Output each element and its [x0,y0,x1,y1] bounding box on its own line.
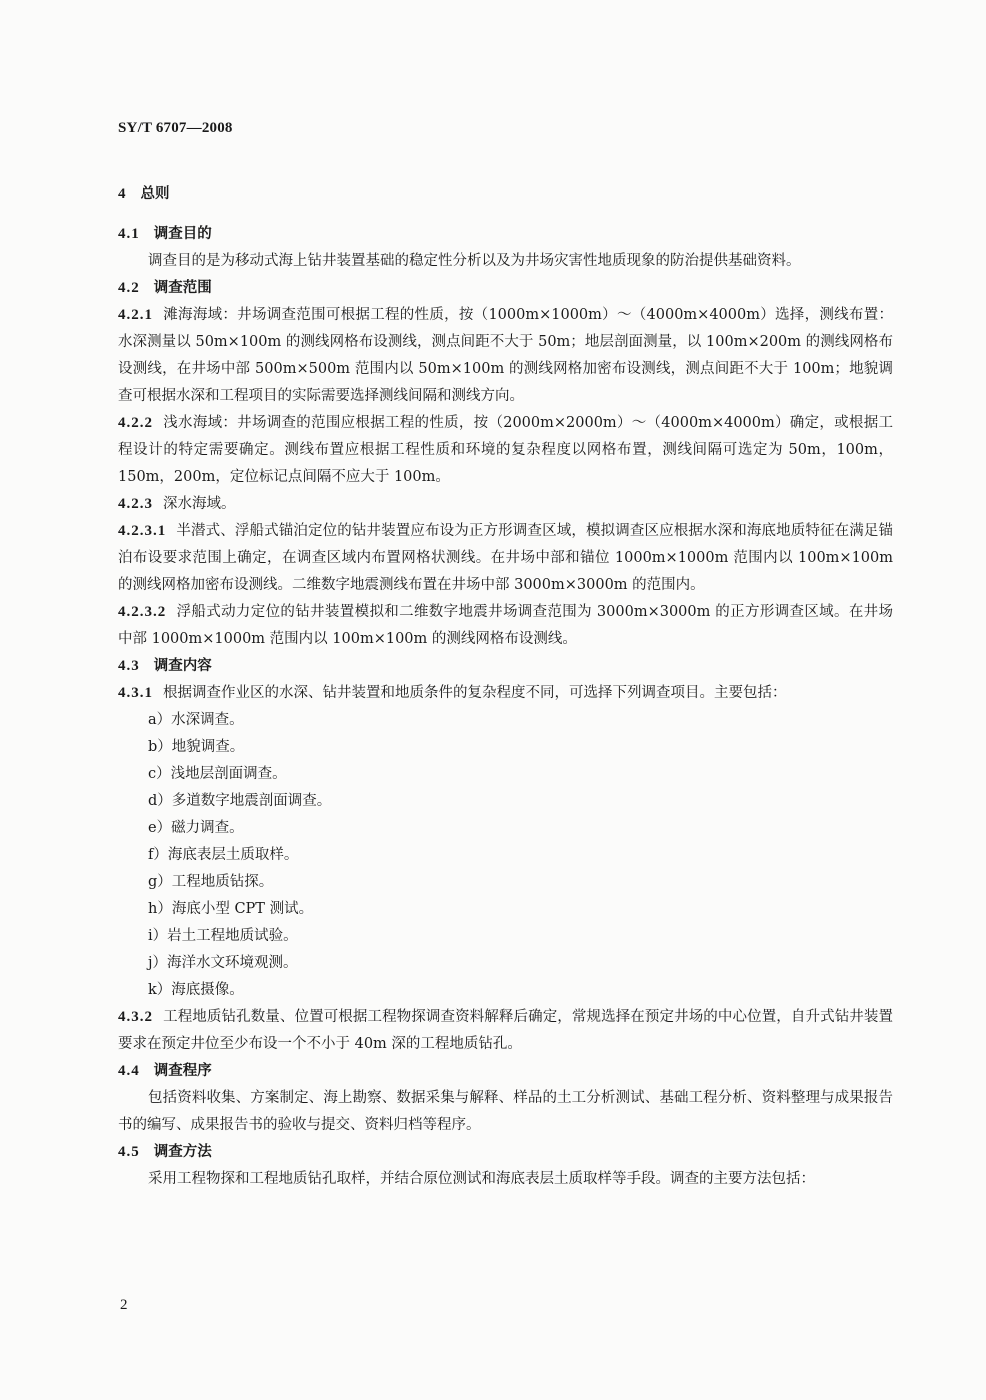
section-4-5-text: 采用工程物探和工程地质钻孔取样，并结合原位测试和海底表层土质取样等手段。调查的主要方法包括： [148,1171,815,1187]
clause-4-2-2 [118,410,893,491]
clause-4-2-3-1 [118,518,893,599]
section-title: 调查方法 [153,1144,212,1160]
clause-4-3-1 [118,680,893,707]
clause-number: 4.2.2 [118,415,153,431]
section-heading-4-3 [118,653,893,680]
section-number: 4.1 [118,226,140,242]
chapter-number: 4 [118,186,127,202]
clause-text: 深水海域。 [163,496,236,512]
clause-number: 4.2.3.2 [118,604,167,620]
list-item: h）海底小型 CPT 测试。 [148,901,314,917]
clause-number: 4.3.2 [118,1009,153,1025]
section-title: 调查内容 [153,658,212,674]
clause-4-2-3-2 [118,599,893,653]
survey-item-list [118,707,893,1004]
standard-code: SY/T 6707—2008 [118,120,233,136]
section-4-1-text: 调查目的是为移动式海上钻井装置基础的稳定性分析以及为井场灾害性地质现象的防治提供基础资料。 [148,253,801,269]
clause-4-2-1 [118,302,893,410]
clause-number: 4.3.1 [118,685,153,701]
clause-text: 滩海海域：井场调查范围可根据工程的性质，按（1000m×1000m）～（4000m×4000m）选择，测线布置：水深测量以 50m×100m 的测线网格布设测线，测点间距不大于 50m；地层剖面测量，以 100m×200m 的测线网格布设测线，在井场中部 500m×500m 范围内以 50m×100m 的测线网格加密布设测线，测点间距不大于 100m；地貌调查可根据水深和工程项目的实际需要选择测线间隔和测线方向。 [118,307,893,404]
section-heading-4-1 [118,221,893,248]
section-number: 4.4 [118,1063,140,1079]
clause-text: 工程地质钻孔数量、位置可根据工程物探调查资料解释后确定，常规选择在预定井场的中心位置，自升式钻井装置要求在预定井位至少布设一个不小于 40m 深的工程地质钻孔。 [118,1009,893,1052]
list-item: e）磁力调查。 [148,820,244,836]
list-item: g）工程地质钻探。 [148,874,274,890]
list-item: b）地貌调查。 [148,739,245,755]
section-4-4-text: 包括资料收集、方案制定、海上勘察、数据采集与解释、样品的土工分析测试、基础工程分析、资料整理与成果报告书的编写、成果报告书的验收与提交、资料归档等程序。 [118,1090,893,1133]
section-heading-4-4 [118,1058,893,1085]
clause-number: 4.2.3.1 [118,523,167,539]
section-number: 4.3 [118,658,140,674]
clause-text: 浅水海域：井场调查的范围应根据工程的性质，按（2000m×2000m）～（4000m×4000m）确定，或根据工程设计的特定需要确定。测线布置应根据工程性质和环境的复杂程度以网格布置，测线间隔可选定为 50m，100m，150m，200m，定位标记点间隔不应大于 100m。 [118,415,893,485]
list-item: k）海底摄像。 [148,982,244,998]
list-item: c）浅地层剖面调查。 [148,766,287,782]
list-item: j）海洋水文环境观测。 [148,955,298,971]
clause-number: 4.2.3 [118,496,153,512]
section-title: 调查范围 [153,280,212,296]
clause-text: 根据调查作业区的水深、钻井装置和地质条件的复杂程度不同，可选择下列调查项目。主要包括： [163,685,787,701]
section-number: 4.2 [118,280,140,296]
section-title: 调查程序 [153,1063,212,1079]
list-item: a）水深调查。 [148,712,244,728]
section-title: 调查目的 [153,226,212,242]
chapter-title: 总则 [140,186,170,202]
section-heading-4-5 [118,1139,893,1166]
list-item: f）海底表层土质取样。 [148,847,299,863]
list-item: d）多道数字地震剖面调查。 [148,793,332,809]
clause-text: 半潜式、浮船式锚泊定位的钻井装置应布设为正方形调查区域，模拟调查区应根据水深和海底地质特征在满足锚泊布设要求范围上确定，在调查区域内布置网格状测线。在井场中部和锚位 1000m×1000m 范围内以 100m×100m 的测线网格加密布设测线。二维数字地震测线布置在井场中部 3000m×3000m 的范围内。 [118,523,893,593]
clause-4-2-3 [118,491,893,518]
clause-text: 浮船式动力定位的钻井装置模拟和二维数字地震井场调查范围为 3000m×3000m 的正方形调查区域。在井场中部 1000m×1000m 范围内以 100m×100m 的测线网格布设测线。 [118,604,893,647]
list-item: i）岩土工程地质试验。 [148,928,298,944]
chapter-heading [118,181,893,208]
section-heading-4-2 [118,275,893,302]
clause-number: 4.2.1 [118,307,153,323]
clause-4-3-2 [118,1004,893,1058]
page-body [118,181,893,1193]
section-number: 4.5 [118,1144,140,1160]
page-number: 2 [120,1297,128,1313]
